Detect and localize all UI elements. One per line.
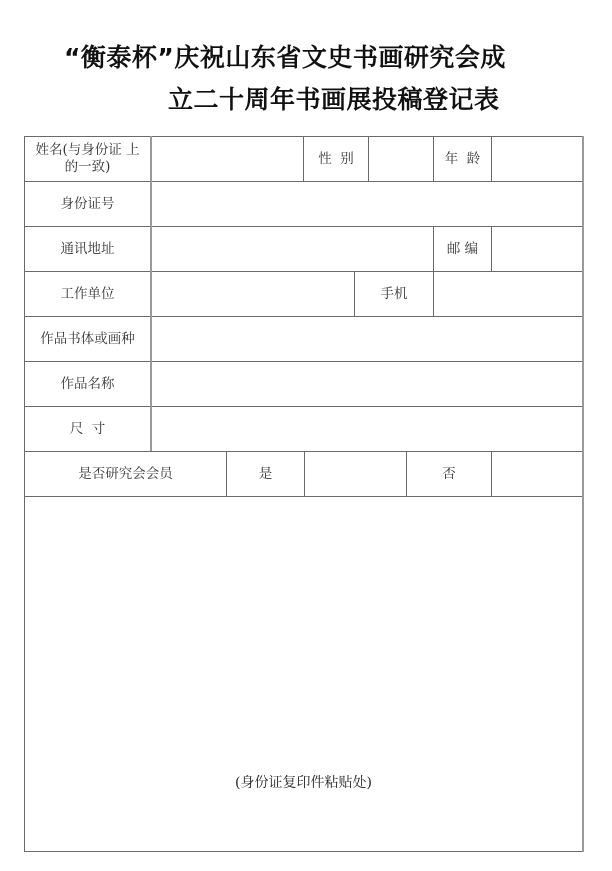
employer-field[interactable] (152, 272, 354, 316)
name-label (25, 137, 150, 181)
age-field[interactable] (492, 137, 582, 181)
name-label-line1: 姓名(与身份证 上 (35, 142, 140, 158)
name-label-line2: 的一致) (64, 159, 111, 175)
form-title-line1: “衡泰杯”庆祝山东省文史书画研究会成 (64, 43, 506, 72)
member-yes-field[interactable] (305, 452, 406, 496)
artwork-style-label: 作品书体或画种 (40, 330, 135, 347)
artwork-style-field[interactable] (152, 317, 582, 361)
gender-field[interactable] (369, 137, 433, 181)
employer-label: 工作单位 (60, 285, 115, 302)
id-copy-paste-area (25, 497, 582, 851)
postcode-label: 邮 编 (446, 240, 479, 257)
form-title-line2: 立二十周年书画展投稿登记表 (168, 85, 500, 114)
member-no-label: 否 (442, 465, 456, 482)
mobile-label: 手机 (380, 285, 408, 302)
table-border-bottom (24, 851, 584, 852)
artwork-name-field[interactable] (152, 362, 582, 406)
artwork-name-label: 作品名称 (60, 375, 115, 392)
member-no-field[interactable] (492, 452, 582, 496)
address-label: 通讯地址 (60, 240, 115, 257)
id-copy-note: (身份证复印件粘贴处) (235, 775, 372, 791)
size-label: 尺 寸 (69, 420, 106, 437)
table-border-right (582, 136, 584, 852)
member-label: 是否研究会会员 (78, 465, 173, 482)
gender-label: 性 别 (318, 150, 354, 167)
name-field[interactable] (152, 137, 303, 181)
id-number-label: 身份证号 (60, 195, 115, 212)
member-yes-label: 是 (258, 465, 273, 482)
address-field[interactable] (152, 227, 433, 271)
mobile-field[interactable] (434, 272, 582, 316)
id-number-field[interactable] (152, 182, 582, 226)
size-field[interactable] (152, 407, 582, 451)
postcode-field[interactable] (492, 227, 582, 271)
age-label: 年 龄 (444, 150, 481, 167)
